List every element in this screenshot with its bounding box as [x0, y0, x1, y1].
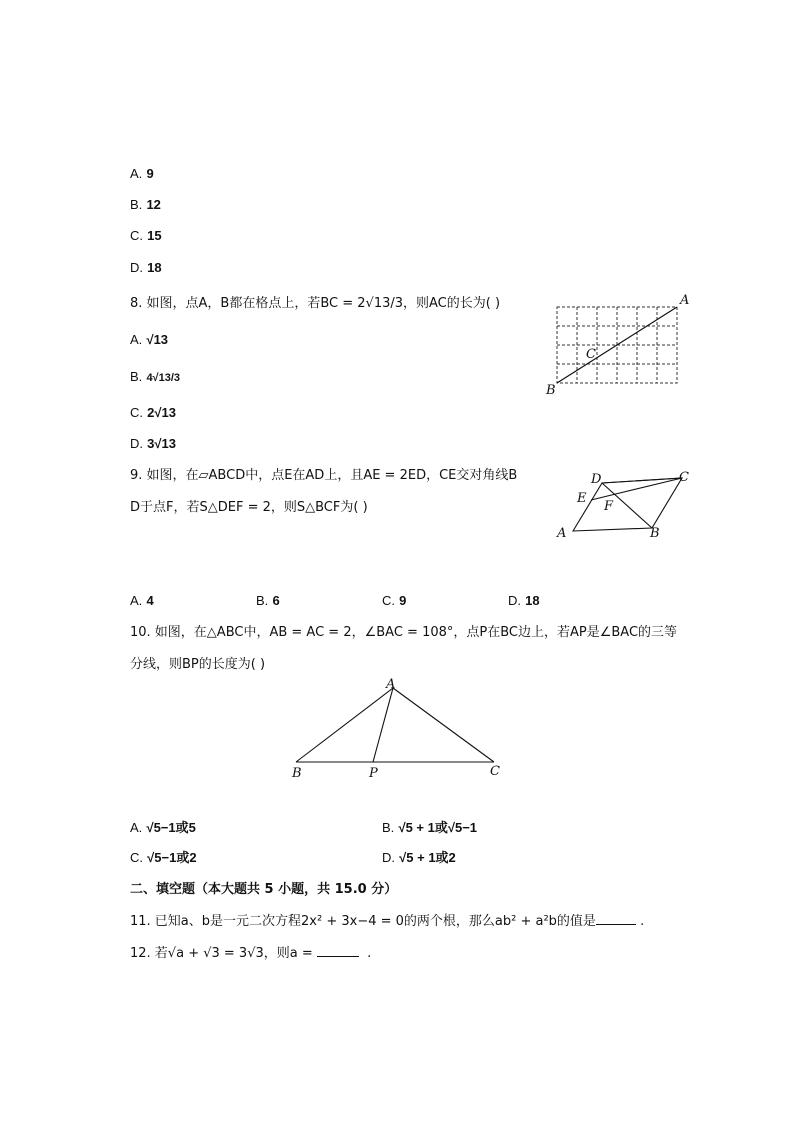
q10-stem-line2: 分线，则BP的长度为( ) — [130, 657, 266, 672]
point-b-label: B — [650, 526, 660, 541]
option-label: C. — [130, 228, 143, 243]
q7-option-b — [130, 197, 161, 214]
q10-stem-line1: 10. 如图，在△ABC中，AB = AC = 2，∠BAC = 108°，点P在BC边上，若AP是∠BAC的三等 — [130, 625, 678, 640]
q8-stem: 8. 如图，点A，B都在格点上，若BC = 2√13/3，则AC的长为( ) — [130, 296, 501, 311]
q7-option-c — [130, 228, 162, 245]
option-value: √13 — [146, 332, 169, 347]
point-a-label: A — [680, 293, 690, 308]
q10-option-d — [382, 850, 456, 867]
q8-option-b — [130, 369, 180, 386]
option-value: 2√13 — [147, 405, 176, 420]
option-label: B. — [256, 593, 269, 608]
point-a-label: A — [386, 677, 396, 692]
option-label: C. — [130, 850, 143, 865]
section-title: 二、填空题（本大题共 5 小题，共 15.0 分） — [130, 882, 398, 897]
q8-option-c — [130, 405, 176, 422]
option-value: 3√13 — [147, 436, 176, 451]
option-label: A. — [130, 820, 143, 835]
option-label: C. — [382, 593, 395, 608]
q12-answer-blank[interactable] — [317, 956, 359, 957]
option-value: 12 — [146, 197, 161, 212]
option-label: B. — [130, 197, 143, 212]
option-value: 4√13/3 — [146, 372, 181, 384]
option-label: B. — [382, 820, 395, 835]
point-f-label: F — [604, 499, 614, 514]
option-value: 6 — [272, 593, 280, 608]
point-d-label: D — [591, 472, 602, 487]
point-b-label: B — [546, 383, 556, 398]
q10-option-c — [130, 850, 197, 867]
option-value: 18 — [147, 260, 162, 275]
option-label: A. — [130, 593, 143, 608]
option-label: D. — [130, 436, 143, 451]
point-c-label: C — [586, 347, 596, 362]
point-b-label: B — [292, 766, 302, 781]
q11-answer-blank[interactable] — [596, 924, 636, 925]
option-label: C. — [130, 405, 143, 420]
q7-option-d — [130, 260, 162, 277]
q11-line — [130, 914, 644, 930]
option-label: A. — [130, 166, 143, 181]
option-value: √5−1或5 — [146, 820, 196, 835]
option-label: D. — [508, 593, 521, 608]
option-value: 4 — [146, 593, 154, 608]
q7-option-a — [130, 166, 154, 183]
point-e-label: E — [577, 491, 587, 506]
q10-option-b — [382, 820, 477, 837]
q8-option-a — [130, 332, 168, 349]
point-c-label: C — [679, 470, 689, 485]
point-c-label: C — [490, 764, 500, 779]
option-value: √5 + 1或√5−1 — [398, 820, 478, 835]
q8-option-d — [130, 436, 176, 453]
option-value: 15 — [147, 228, 162, 243]
q10-triangle-figure — [285, 672, 510, 784]
q12-end: . — [367, 946, 372, 961]
option-value: 18 — [525, 593, 540, 608]
q9-stem-line2: D于点F，若S△DEF = 2，则S△BCF为( ) — [130, 500, 368, 515]
option-value: 9 — [399, 593, 407, 608]
q11-end: . — [640, 914, 645, 929]
q9-option-d — [508, 593, 540, 610]
option-label: B. — [130, 369, 143, 384]
q9-stem-line1: 9. 如图，在▱ABCD中，点E在AD上，且AE = 2ED，CE交对角线B — [130, 468, 518, 483]
option-label: D. — [382, 850, 395, 865]
q9-option-b — [256, 593, 280, 610]
option-label: D. — [130, 260, 143, 275]
q12-stem: 12. 若√a + √3 = 3√3，则a = — [130, 946, 313, 961]
option-value: √5 + 1或2 — [399, 850, 456, 865]
point-p-label: P — [369, 766, 378, 781]
option-value: 9 — [146, 166, 154, 181]
q8-grid-figure — [540, 290, 700, 400]
q11-stem: 11. 已知a、b是一元二次方程2x² + 3x−4 = 0的两个根，那么ab² + a²b的值是 — [130, 914, 596, 929]
q12-line — [130, 946, 371, 962]
q9-parallelogram-figure — [550, 466, 700, 546]
q10-option-a — [130, 820, 196, 837]
q9-option-c — [382, 593, 406, 610]
option-label: A. — [130, 332, 143, 347]
q9-option-a — [130, 593, 154, 610]
option-value: √5−1或2 — [147, 850, 197, 865]
point-a-label: A — [557, 526, 567, 541]
